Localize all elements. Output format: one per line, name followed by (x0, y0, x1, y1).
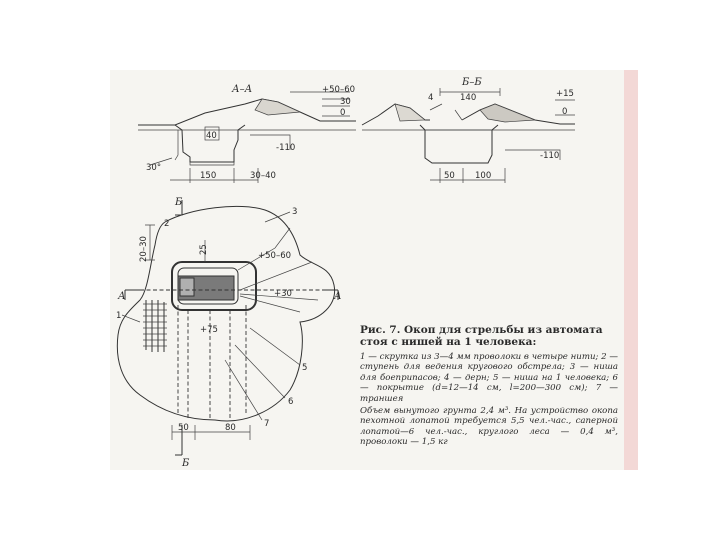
caption-note: Объем вынутого грунта 2,4 м³. На устройство окопа пехотной лопатой требуется 5,5 чел.-час., саперной лопатой—6 чел.-час., круглого леса — 0,4 м³, проволоки — 1,5 кг (360, 406, 618, 448)
turf-leader-label: 4 (428, 93, 434, 103)
dim-b-plus15: +15 (556, 89, 574, 99)
plan-view (116, 197, 342, 469)
dim-plan-plus75: +75 (200, 325, 218, 335)
dim-plan-plus50-60: +50–60 (258, 251, 292, 261)
plan-leader-7: 7 (264, 419, 270, 429)
wire-twist-hatching (143, 300, 167, 352)
dim-b-50: 50 (444, 171, 455, 181)
caption-title: Рис. 7. Окоп для стрельбы из автомата стоя с нишей на 1 человека: (360, 324, 603, 348)
section-a-a (138, 84, 356, 183)
section-b-title: Б–Б (462, 77, 482, 88)
plan-cut-a-left: А (118, 291, 126, 302)
plan-cut-b-bottom: Б (182, 458, 190, 469)
dim-b-140: 140 (460, 93, 477, 103)
plan-leader-6: 6 (288, 397, 294, 407)
dim-b-zero: 0 (562, 107, 568, 117)
section-a-title: А–А (232, 84, 253, 95)
dim-a-30-40: 30–40 (250, 171, 276, 181)
plan-leader-1: 1 (116, 311, 122, 321)
dim-a-depth: -110 (276, 143, 296, 153)
dim-a-150: 150 (200, 171, 217, 181)
plan-leader-2: 2 (164, 219, 170, 229)
dim-plan-plus30: +30 (274, 289, 292, 299)
plan-cut-b-top: Б (175, 197, 183, 208)
plan-cut-a-right: А (334, 291, 342, 302)
figure-caption (360, 324, 618, 450)
caption-legend: 1 — скрутка из 3—4 мм проволоки в четыре нити; 2 — ступень для ведения кругового обстрела; 3 — ниша для боеприпасов; 4 — дерн; 5 — ниша на 1 человека; 6 — покрытие (d=12—14 см, l=200—300 см); 7 — траншея (360, 352, 618, 404)
dim-plan-20-30: 20–30 (139, 236, 149, 262)
dim-plan-80: 80 (225, 423, 236, 433)
plan-leader-3: 3 (292, 207, 298, 217)
dim-b-100: 100 (475, 171, 492, 181)
plan-leader-5: 5 (302, 363, 308, 373)
dim-a-angle: 30° (146, 163, 162, 173)
dim-plan-50: 50 (178, 423, 189, 433)
section-b-b (362, 77, 575, 183)
dim-b-depth: -110 (540, 151, 560, 161)
dim-a-zero: 0 (340, 108, 346, 118)
dim-a-niche-40: 40 (206, 131, 217, 141)
dim-a-30: 30 (340, 97, 351, 107)
dim-plan-25: 25 (199, 244, 209, 255)
dim-a-parapet-height: +50–60 (322, 85, 356, 95)
